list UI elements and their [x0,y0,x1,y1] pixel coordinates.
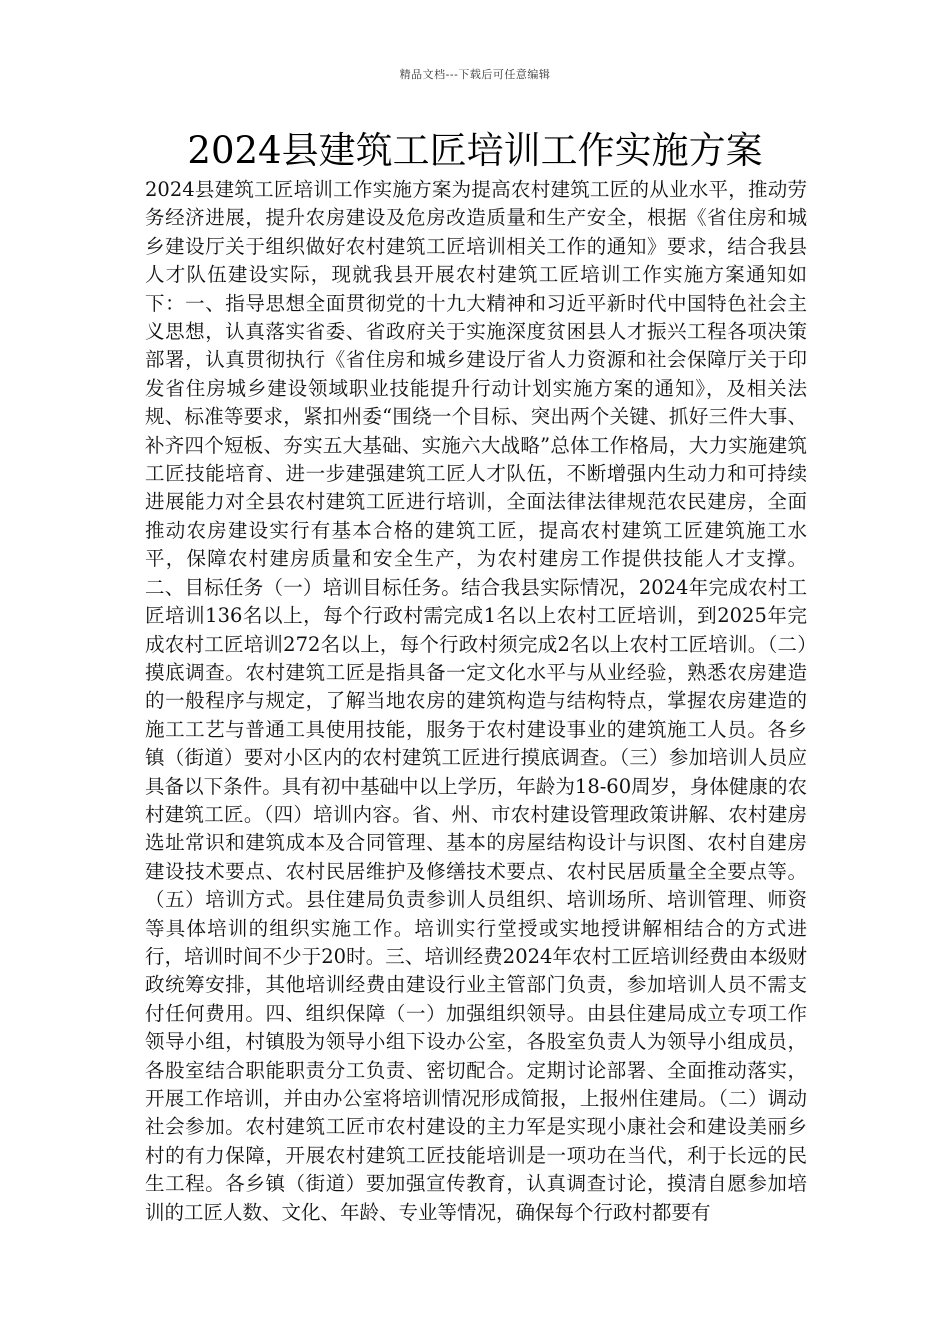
page-header-note: 精品文档---下载后可任意编辑 [399,68,551,81]
document-title: 2024县建筑工匠培训工作实施方案 [187,129,763,172]
document-body: 2024县建筑工匠培训工作实施方案为提高农村建筑工匠的从业水平，推动劳务经济进展，提升农房建设及危房改造质量和生产安全，根据《省住房和城乡建设厅关于组织做好农村建筑工匠培训相关工作的通知》要求，结合我县人才队伍建设实际，现就我县开展农村建筑工匠培训工作实施方案通知如下：一、指导思想全面贯彻党的十九大精神和习近平新时代中国特色社会主义思想，认真落实省委、省政府关于实施深度贫困县人才振兴工程各项决策部署，认真贯彻执行《省住房和城乡建设厅省人力资源和社会保障厅关于印发省住房城乡建设领域职业技能提升行动计划实施方案的通知》，及相关法规、标准等要求，紧扣州委“围绕一个目标、突出两个关键、抓好三件大事、补齐四个短板、夯实五大基础、实施六大战略”总体工作格局，大力实施建筑工匠技能培育、进一步建强建筑工匠人才队伍，不断增强内生动力和可持续进展能力对全县农村建筑工匠进行培训，全面法律法律规范农民建房，全面推动农房建设实行有基本合格的建筑工匠，提高农村建筑工匠建筑施工水平，保障农村建房质量和安全生产，为农村建房工作提供技能人才支撑。二、目标任务（一）培训目标任务。结合我县实际情况，2024年完成农村工匠培训136名以上，每个行政村需完成1名以上农村工匠培训，到2025年完成农村工匠培训272名以上，每个行政村须完成2名以上农村工匠培训。（二）摸底调查。农村建筑工匠是指具备一定文化水平与从业经验，熟悉农房建造的一般程序与规定，了解当地农房的建筑构造与结构特点，掌握农房建造的施工工艺与普通工具使用技能，服务于农村建设事业的建筑施工人员。各乡镇（街道）要对小区内的农村建筑工匠进行摸底调查。（三）参加培训人员应具备以下条件。具有初中基础中以上学历，年龄为18-60周岁，身体健康的农村建筑工匠。（四）培训内容。省、州、市农村建设管理政策讲解、农村建房选址常识和建筑成本及合同管理、基本的房屋结构设计与识图、农村自建房建设技术要点、农村民居维护及修缮技术要点、农村民居质量全全要点等。（五）培训方式。县住建局负责参训人员组织、培训场所、培训管理、师资等具体培训的组织实施工作。培训实行堂授或实地授讲解相结合的方式进行，培训时间不少于20时。三、培训经费2024年农村工匠培训经费由本级财政统筹安排，其他培训经费由建设行业主管部门负责，参加培训人员不需支付任何费用。四、组织保障（一）加强组织领导。由县住建局成立专项工作领导小组，村镇股为领导小组下设办公室，各股室负责人为领导小组成员，各股室结合职能职责分工负责、密切配合。定期讨论部署、全面推动落实，开展工作培训，并由办公室将培训情况形成简报，上报州住建局。（二）调动社会参加。农村建筑工匠市农村建设的主力军是实现小康社会和建设美丽乡村的有力保障，开展农村建筑工匠技能培训是一项功在当代，利于长远的民生工程。各乡镇（街道）要加强宣传教育，认真调查讨论，摸清自愿参加培训的工匠人数、文化、年龄、专业等情况，确保每个行政村都要有 [145,178,807,1224]
